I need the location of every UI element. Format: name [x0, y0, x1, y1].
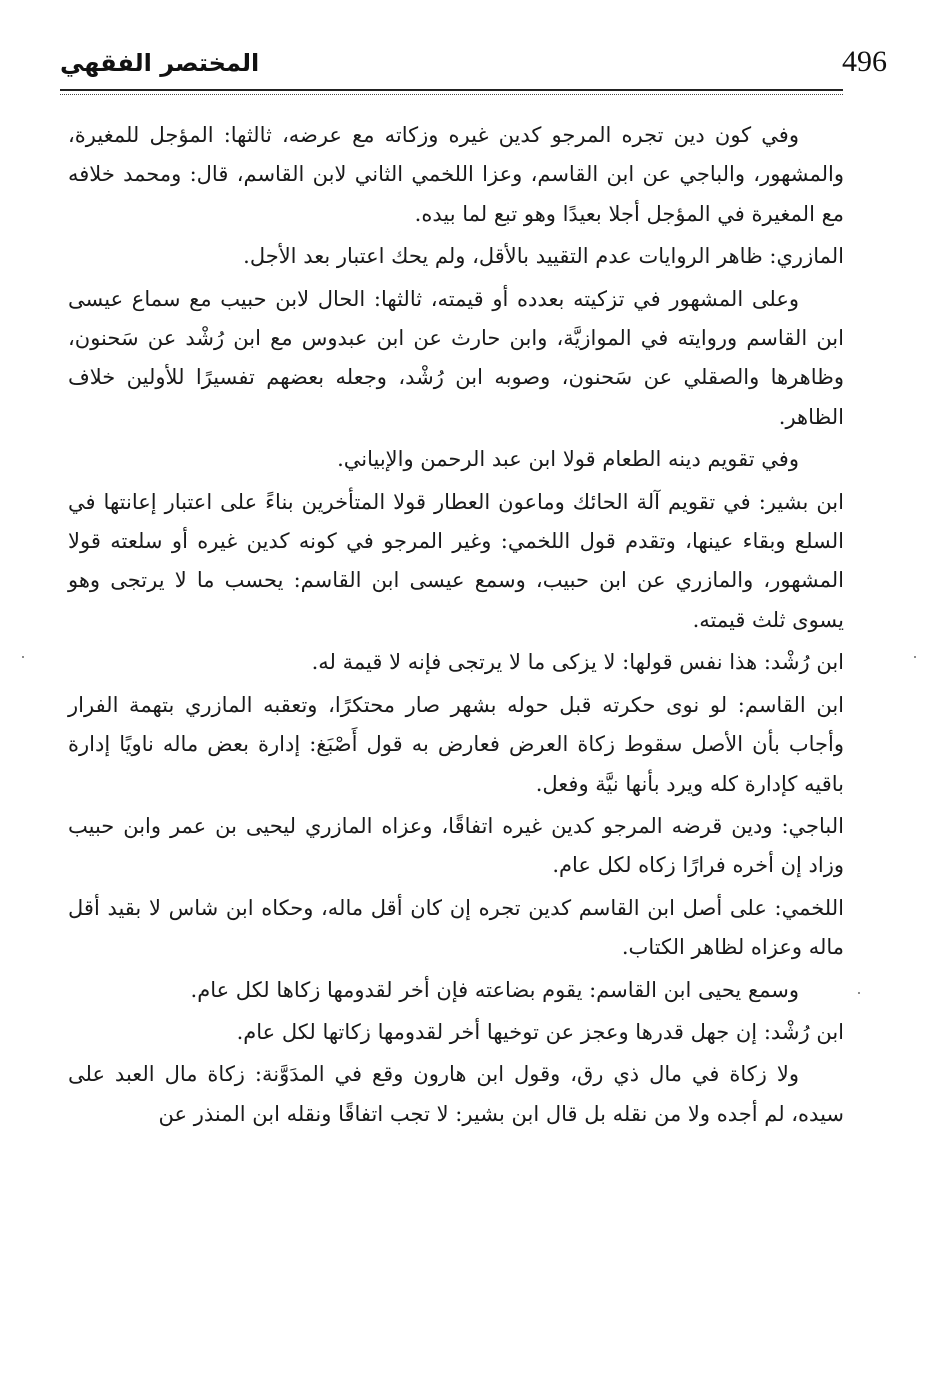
- paragraph: ولا زكاة في مال ذي رق، وقول ابن هارون وقع في المدَوَّنة: زكاة مال العبد على سيده، لم أجده ولا من نقله بل قال ابن بشير: لا تجب اتفاقًا ونقله ابن المنذر عن: [68, 1062, 844, 1126]
- page-header: [60, 40, 887, 90]
- running-title: المختصر الفقهي: [60, 49, 260, 77]
- header-rule: [60, 89, 843, 95]
- scan-speck: [22, 656, 24, 658]
- paragraph: ابن بشير: في تقويم آلة الحائك وماعون العطار قولا المتأخرين بناءً على اعتبار إعانتها في السلع وبقاء عينها، وتقدم قول اللخمي: وغير المرجو في كونه كدين غيره أو سلعته قولا المشهور، والمازري عن ابن حبيب، وسمع عيسى ابن القاسم: يحسب ما لا يرتجى وهو يسوى ثلث قيمته.: [68, 489, 844, 632]
- scan-speck: [858, 992, 860, 994]
- paragraph: اللخمي: على أصل ابن القاسم كدين تجره إن كان أقل ماله، وحكاه ابن شاس لا بقيد أقل ماله وعزاه لظاهر الكتاب.: [68, 895, 844, 960]
- paragraph: المازري: ظاهر الروايات عدم التقييد بالأقل، ولم يحك اعتبار بعد الأجل.: [243, 244, 844, 269]
- paragraph: ابن رُشْد: إن جهل قدرها وعجز عن توخيها أخر لقدومها زكاتها لكل عام.: [236, 1019, 844, 1044]
- paragraph: وفي كون دين تجره المرجو كدين غيره وزكاته مع عرضه، ثالثها: المؤجل للمغيرة، والمشهور، والباجي عن ابن القاسم، وعزا اللخمي الثاني لابن القاسم، قال: ومحمد خلافه مع المغيرة في المؤجل أجلا بعيدًا وهو تبع لما بيده.: [68, 123, 844, 226]
- paragraph: ابن رُشْد: هذا نفس قولها: لا يزكى ما لا يرتجى فإنه لا قيمة له.: [311, 650, 844, 675]
- paragraph: الباجي: ودين قرضه المرجو كدين غيره اتفاقًا، وعزاه المازري ليحيى بن عمر وابن حبيب وزاد إن أخره فرارًا زكاه لكل عام.: [68, 813, 844, 878]
- paragraph: وسمع يحيى ابن القاسم: يقوم بضاعته فإن أخر لقدومها زكاها لكل عام.: [190, 977, 799, 1002]
- paragraph: وعلى المشهور في تزكيته بعدده أو قيمته، ثالثها: الحال لابن حبيب مع سماع عيسى ابن القاسم وروايته في الموازيَّة، وابن حارث عن ابن عبدوس مع ابن رُشْد عن سَحنون، وظاهرها والصقلي عن سَحنون، وصوبه ابن رُشْد، وجعله بعضهم تفسيرًا للأولين خلاف الظاهر.: [68, 286, 844, 429]
- body-text: [68, 116, 844, 1137]
- paragraph: ابن القاسم: لو نوى حكرته قبل حوله بشهر صار محتكرًا، وتعقبه المازري بتهمة الفرار وأجاب بأن الأصل سقوط زكاة العرض فعارض به قول أَصْبَغ: إدارة بعض ماله ناويًا إدارة باقيه كإدارة كله ويرد بأنها نيَّة وفعل.: [68, 692, 844, 796]
- page-number: 496: [842, 45, 887, 78]
- paragraph: وفي تقويم دينه الطعام قولا ابن عبد الرحمن والإبياني.: [337, 447, 799, 472]
- scan-speck: [914, 656, 916, 658]
